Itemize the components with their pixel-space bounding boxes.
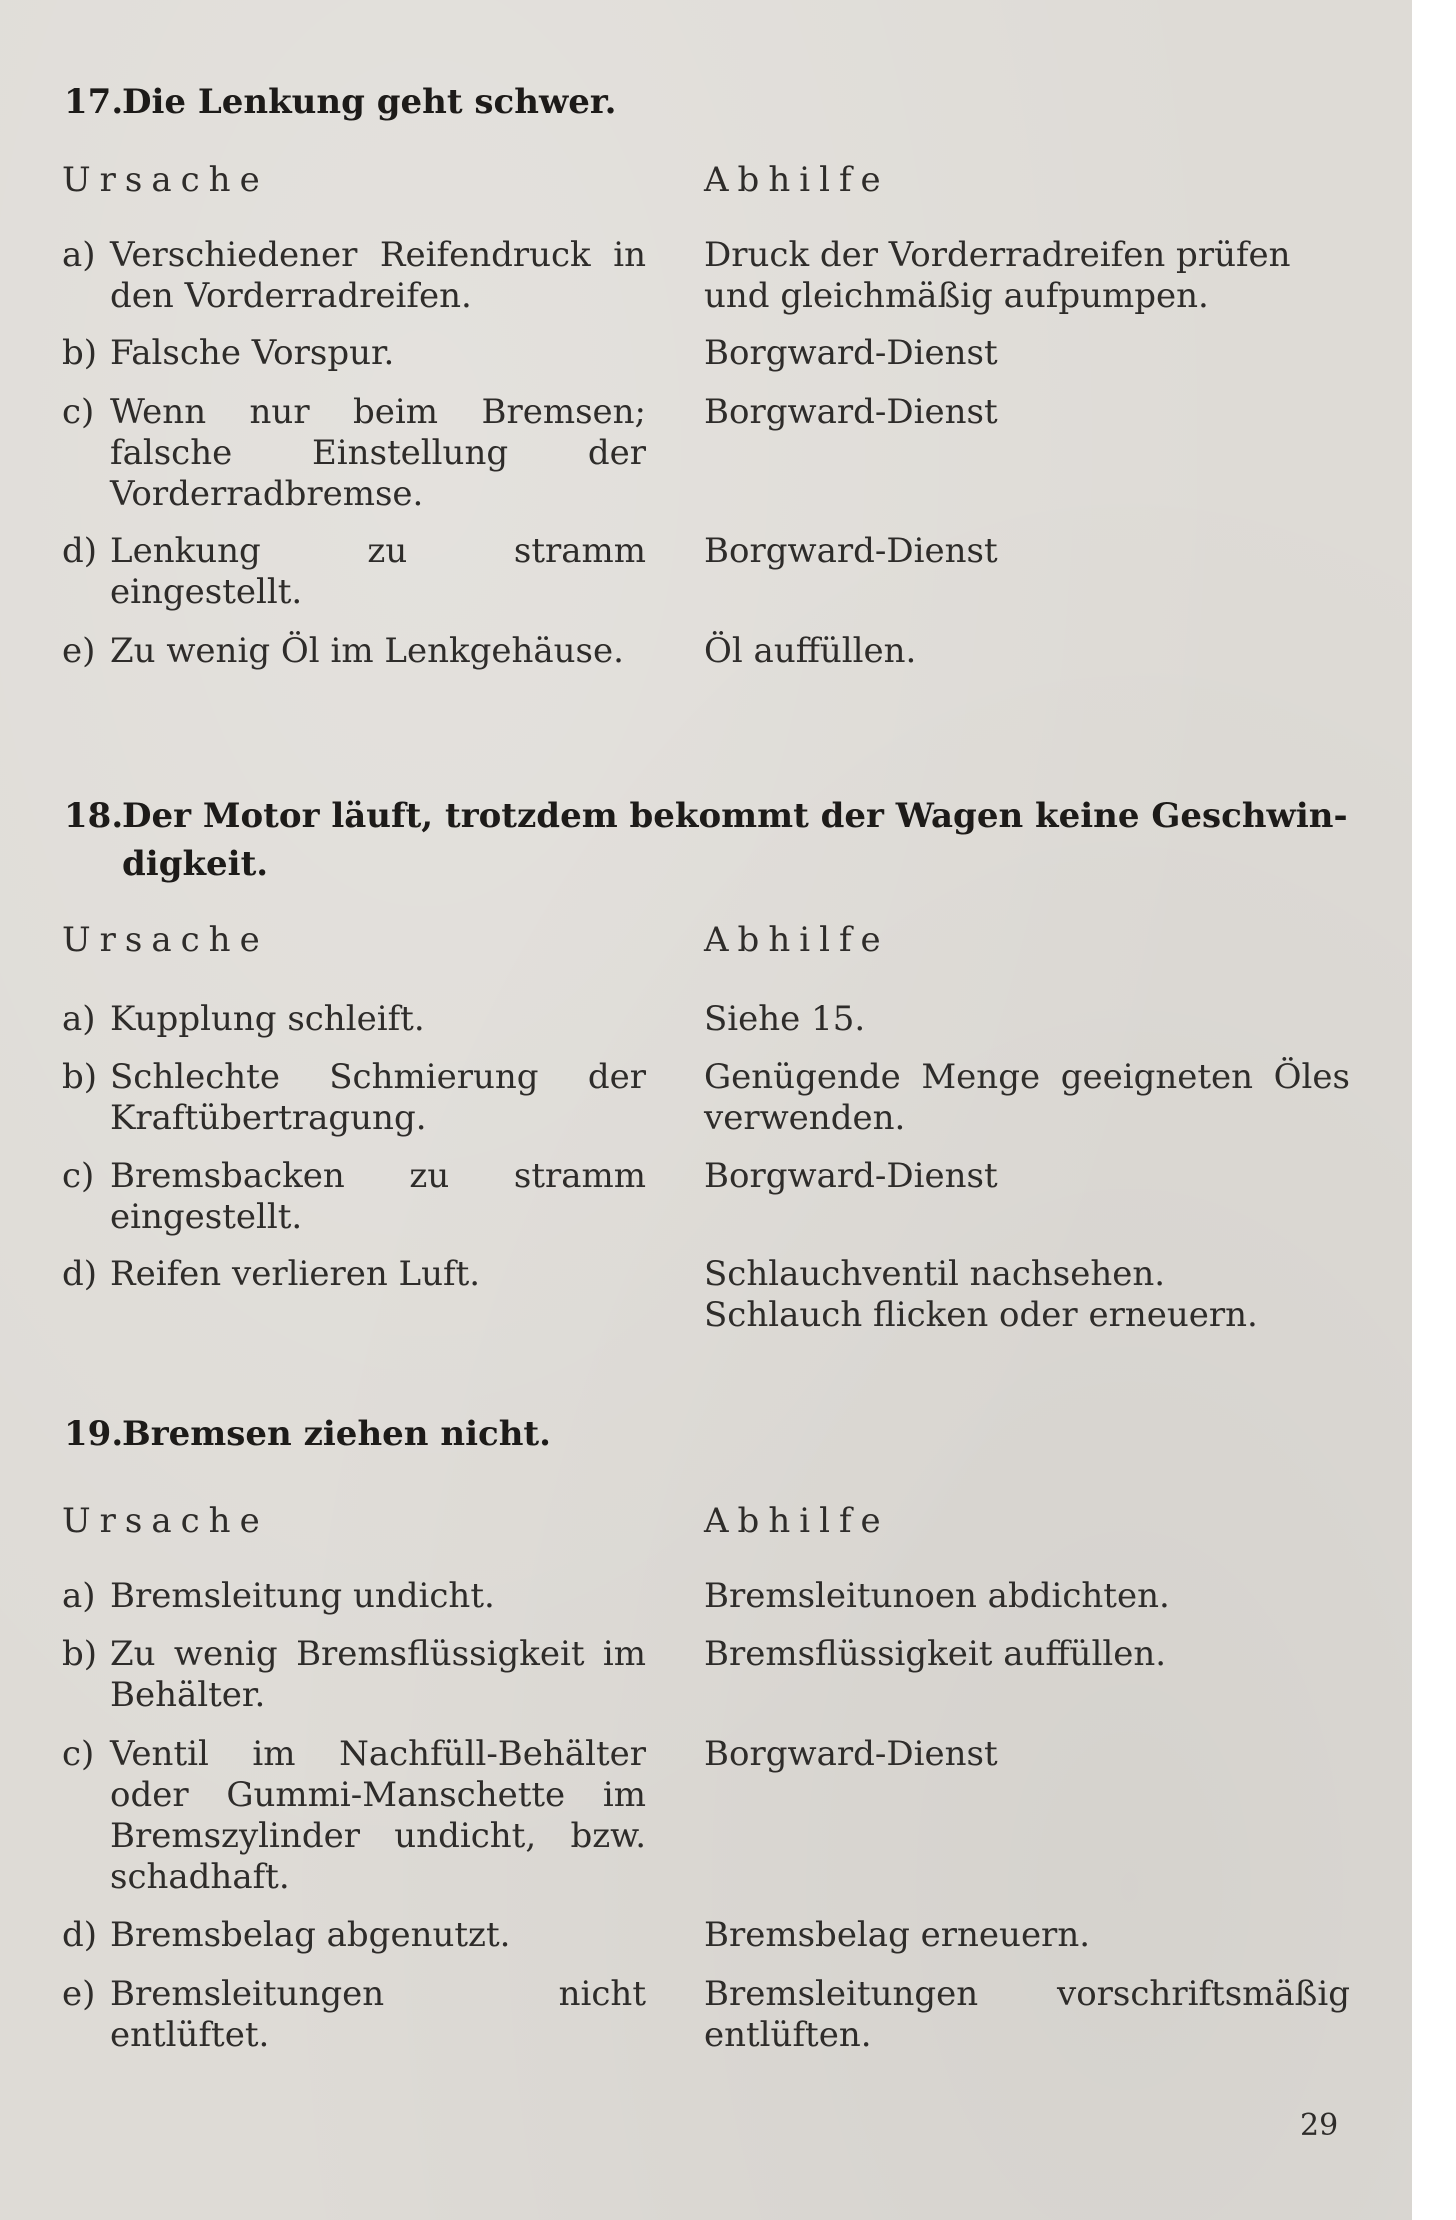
section-number: 18. [64, 796, 124, 836]
cause-item [62, 999, 646, 1040]
cause-text: Verschiedener Reifendruck in den Vorderradreifen. [110, 235, 646, 316]
item-label: c) [62, 1156, 95, 1196]
cause-item [62, 1576, 646, 1617]
cause-item [62, 1915, 646, 1956]
cause-text: Ventil im Nachfüll-Behälter oder Gummi-Manschette im Bremszylinder undicht, bzw. schadhaft. [110, 1734, 646, 1897]
remedy-text: Öl auffüllen. [704, 631, 917, 671]
cause-item [62, 1156, 646, 1238]
cause-text: Reifen verlieren Luft. [110, 1254, 481, 1294]
item-label: a) [62, 999, 96, 1039]
remedy-text: Genügende Menge geeigneten Öles verwenden. [704, 1057, 1350, 1138]
cause-item [62, 392, 646, 515]
item-label: d) [62, 1254, 98, 1294]
cause-text: Bremsleitung undicht. [110, 1576, 495, 1616]
cause-item [62, 333, 646, 374]
remedy-column-header: Abhilfe [704, 920, 890, 960]
cause-text: Schlechte Schmierung der Kraftübertragung. [110, 1057, 646, 1138]
cause-text: Zu wenig Bremsflüssigkeit im Behälter. [110, 1634, 646, 1715]
remedy-text: Bremsbelag erneuern. [704, 1915, 1091, 1955]
cause-text: Lenkung zu stramm eingestellt. [110, 531, 646, 612]
section-18-heading [64, 792, 1354, 888]
cause-item [62, 235, 646, 317]
remedy-text: Borgward-Dienst [704, 531, 998, 571]
cause-column-header: Ursache [62, 920, 269, 960]
item-label: a) [62, 235, 96, 275]
cause-column-header: Ursache [62, 160, 269, 200]
remedy-text: Bremsflüssigkeit auffüllen. [704, 1634, 1167, 1674]
cause-text: Zu wenig Öl im Lenkgehäuse. [110, 631, 624, 671]
cause-item [62, 1634, 646, 1716]
remedy-text: Bremsleitungen vorschriftsmäßig entlüften. [704, 1974, 1350, 2055]
section-title-continuation: digkeit. [122, 844, 269, 884]
remedy-text: Schlauchventil nachsehen. Schlauch flicken oder erneuern. [704, 1254, 1258, 1335]
cause-text: Kupplung schleift. [110, 999, 425, 1039]
remedy-text: Borgward-Dienst [704, 392, 998, 432]
remedy-text: Bremsleitunoen abdichten. [704, 1576, 1170, 1616]
item-label: e) [62, 631, 96, 671]
cause-text: Wenn nur beim Bremsen; falsche Einstellung der Vorderradbremse. [110, 392, 646, 514]
cause-text: Bremsbelag abgenutzt. [110, 1915, 511, 1955]
cause-column-header: Ursache [62, 1501, 269, 1541]
item-label: d) [62, 531, 98, 571]
remedy-text: Druck der Vorderradreifen prüfen und gleichmäßig aufpumpen. [704, 235, 1291, 316]
section-number: 19. [64, 1414, 124, 1454]
section-17-heading [64, 78, 1354, 126]
remedy-text: Borgward-Dienst [704, 1734, 998, 1774]
section-title: Die Lenkung geht schwer. [122, 82, 617, 122]
section-number: 17. [64, 82, 124, 122]
item-label: b) [62, 333, 98, 373]
section-title: Der Motor läuft, trotzdem bekommt der Wagen keine Geschwin- [122, 796, 1348, 836]
cause-text: Bremsbacken zu stramm eingestellt. [110, 1156, 646, 1237]
cause-item [62, 1254, 646, 1295]
item-label: b) [62, 1634, 98, 1674]
cause-item [62, 531, 646, 613]
cause-text: Bremsleitungen nicht entlüftet. [110, 1974, 646, 2055]
remedy-text: Borgward-Dienst [704, 1156, 998, 1196]
remedy-column-header: Abhilfe [704, 1501, 890, 1541]
item-label: c) [62, 1734, 95, 1774]
remedy-text: Borgward-Dienst [704, 333, 998, 373]
item-label: e) [62, 1974, 96, 2014]
cause-item [62, 1974, 646, 2056]
page-number: 29 [1300, 2108, 1339, 2143]
cause-item [62, 1734, 646, 1898]
cause-text: Falsche Vorspur. [110, 333, 395, 373]
item-label: b) [62, 1057, 98, 1097]
cause-item [62, 1057, 646, 1139]
item-label: d) [62, 1915, 98, 1955]
cause-item [62, 631, 646, 672]
remedy-column-header: Abhilfe [704, 160, 890, 200]
item-label: c) [62, 392, 95, 432]
section-title: Bremsen ziehen nicht. [122, 1414, 551, 1454]
item-label: a) [62, 1576, 96, 1616]
remedy-text: Siehe 15. [704, 999, 866, 1039]
section-19-heading [64, 1410, 1354, 1458]
